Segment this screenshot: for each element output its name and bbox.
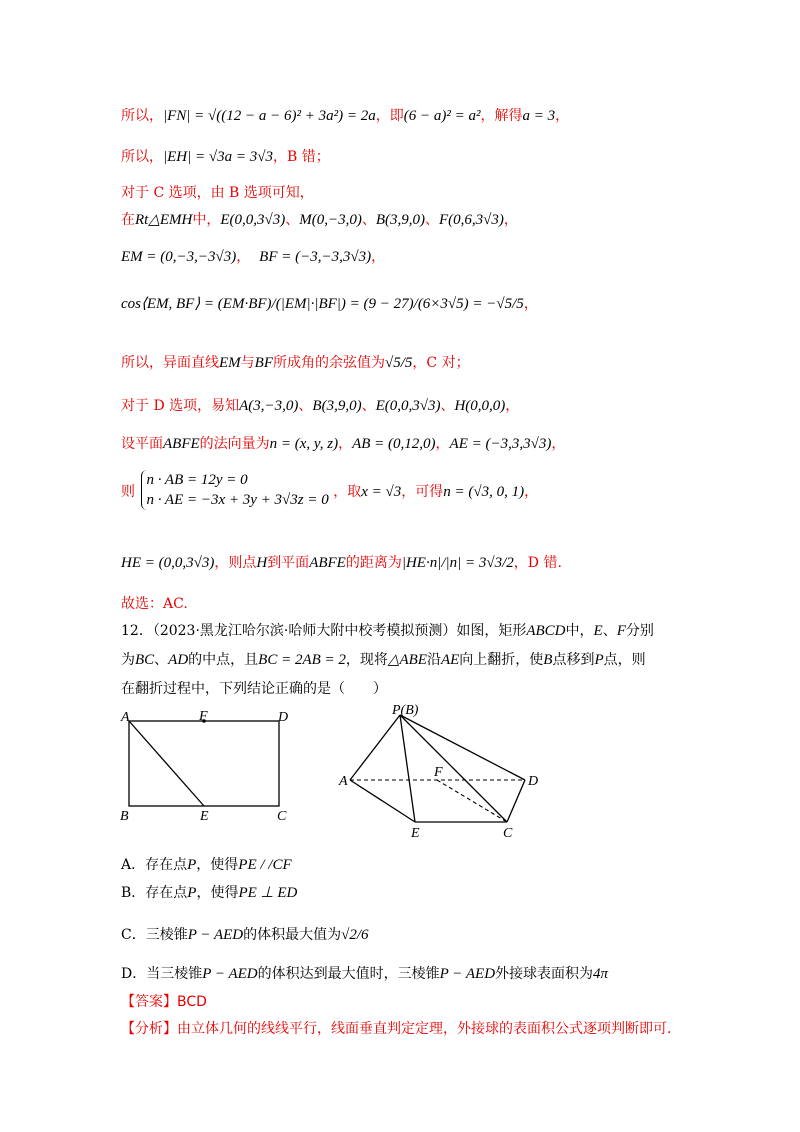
text: 所以， <box>121 108 163 124</box>
text: ， <box>524 484 539 500</box>
text: 点移到 <box>552 652 595 668</box>
formula: √5/5 <box>385 355 413 371</box>
answer-value: BCD <box>177 994 207 1010</box>
formula: P − AED <box>202 966 258 982</box>
solution-line-8 <box>121 396 519 416</box>
formula: BC <box>135 652 155 668</box>
edge-pd <box>400 715 525 780</box>
formula: n = (x, y, z) <box>269 436 339 452</box>
formula: n = (√3, 0, 1) <box>443 484 525 500</box>
analysis-line <box>121 1019 671 1039</box>
formula: △ABE <box>387 652 427 668</box>
text: 为 <box>121 652 135 668</box>
text: ， <box>523 296 538 312</box>
text: 、 <box>298 398 313 414</box>
edge-pc <box>400 715 507 822</box>
formula: AE = (−3,3,3√3) <box>449 436 552 452</box>
question-line-1 <box>121 621 654 641</box>
equation: n · AE = −3x + 3y + 3√3z = 0 <box>146 492 329 508</box>
formula: M(0,−3,0) <box>299 212 362 228</box>
formula: AD <box>168 652 189 668</box>
formula: Rt△EMH <box>135 212 193 228</box>
formula: E <box>593 623 603 639</box>
label-p: P(B) <box>392 703 419 718</box>
text: ，D 错. <box>513 555 562 571</box>
solution-line-4 <box>121 210 518 230</box>
text: ，可得 <box>401 484 444 500</box>
text: 到平面 <box>267 555 310 571</box>
text: ，B 错； <box>272 149 330 165</box>
label-a: A <box>339 774 348 789</box>
option-a <box>121 855 292 875</box>
formula: ABFE <box>163 436 200 452</box>
formula: √2/6 <box>341 927 369 943</box>
formula: PE / /CF <box>238 857 292 873</box>
text: ，则点 <box>214 555 257 571</box>
solution-line-6 <box>121 294 538 314</box>
text: 的体积最大值为 <box>243 927 342 943</box>
formula: EM = (0,−3,−3√3) <box>121 249 237 265</box>
formula: P − AED <box>187 927 244 943</box>
text: 分别 <box>625 623 654 639</box>
text: 对于 D 选项，易知 <box>121 398 240 414</box>
edge-pe <box>400 715 415 822</box>
text: 、 <box>285 212 300 228</box>
label-d: D <box>528 774 539 789</box>
solution-line-9 <box>121 434 565 454</box>
text: ， <box>555 108 570 124</box>
text: 的中点，且 <box>188 652 259 668</box>
formula: A(3,−3,0) <box>239 398 299 414</box>
option-b <box>121 883 297 903</box>
formula-eh: |EH| = √3a = 3√3 <box>163 149 273 165</box>
formula: H <box>256 555 268 571</box>
solution-line-7 <box>121 353 470 373</box>
formula: B(3,9,0) <box>312 398 362 414</box>
formula: B <box>543 652 553 668</box>
edge-ae <box>350 780 415 822</box>
formula: HE = (0,0,3√3) <box>121 555 215 571</box>
text: C．三棱锥 <box>121 927 188 943</box>
text: D．当三棱锥 <box>121 966 203 982</box>
edge-cd <box>507 780 525 822</box>
text: 的法向量为 <box>199 436 270 452</box>
text: 的体积达到最大值时，三棱锥 <box>257 966 440 982</box>
question-line-3: 在翻折过程中，下列结论正确的是（ ） <box>121 681 387 697</box>
formula-fn: |FN| = √((12 − a − 6)² + 3a²) = 2a <box>163 108 376 124</box>
formula: BF <box>254 355 273 371</box>
solution-conclusion: 故选：AC. <box>121 596 188 612</box>
label-f: F <box>199 709 208 724</box>
text: 、 <box>361 212 376 228</box>
formula: AE <box>440 652 460 668</box>
answer-line <box>121 992 207 1012</box>
equation-system <box>141 470 328 510</box>
text: ， <box>371 249 386 265</box>
text: 、 <box>425 212 440 228</box>
text: 点，则 <box>603 652 646 668</box>
label-c: C <box>277 809 287 824</box>
text: ，即 <box>375 108 404 124</box>
formula: H(0,0,0) <box>454 398 506 414</box>
formula: E(0,0,3√3) <box>220 212 286 228</box>
text: 与 <box>240 355 255 371</box>
rectangle-figure <box>115 708 305 828</box>
text: ，现将 <box>345 652 388 668</box>
text: 设平面 <box>121 436 163 452</box>
label-a: A <box>121 710 130 725</box>
segment-ae <box>129 721 204 806</box>
text: ， <box>505 398 520 414</box>
solution-line-5 <box>121 247 385 267</box>
equation: n · AB = 12y = 0 <box>146 472 248 488</box>
label-d: D <box>278 710 289 725</box>
text: ，解得 <box>480 108 523 124</box>
formula: F <box>616 623 626 639</box>
text: 向上翻折，使 <box>459 652 544 668</box>
formula: ABCD <box>526 623 566 639</box>
text: ，使得 <box>196 857 239 873</box>
text: ，取 <box>333 484 362 500</box>
text: 中， <box>192 212 221 228</box>
option-d <box>121 964 608 984</box>
text: 则 <box>121 484 135 500</box>
formula: EM <box>219 355 241 371</box>
formula: P <box>187 885 197 901</box>
formula: AB = (0,12,0) <box>352 436 436 452</box>
formula: P <box>594 652 604 668</box>
formula: E(0,0,3√3) <box>375 398 441 414</box>
formula: |HE·n|/|n| = 3√3/2 <box>401 555 514 571</box>
solution-line-1 <box>121 106 569 126</box>
label-c: C <box>503 826 513 840</box>
formula: P − AED <box>439 966 496 982</box>
text: ， <box>503 212 518 228</box>
label-e: E <box>411 826 420 840</box>
text: 、 <box>602 623 617 639</box>
formula: BF = (−3,−3,3√3) <box>259 249 372 265</box>
formula: F(0,6,3√3) <box>439 212 504 228</box>
label-f: F <box>434 765 443 780</box>
analysis-text: 由立体几何的线线平行，线面垂直判定定理，外接球的表面积公式逐项判断即可. <box>177 1021 672 1037</box>
solution-line-2 <box>121 147 330 167</box>
text: 所成角的余弦值为 <box>273 355 385 371</box>
text: 、 <box>440 398 455 414</box>
text: 所以，异面直线 <box>121 355 219 371</box>
solution-line-11 <box>121 553 562 573</box>
text: 的距离为 <box>345 555 402 571</box>
text: ， <box>551 436 566 452</box>
label-b: B <box>120 809 129 824</box>
text: 外接球表面积为 <box>495 966 594 982</box>
text: 沿 <box>426 652 441 668</box>
formula: ABFE <box>309 555 346 571</box>
formula-cos: cos⟨EM, BF⟩ = (EM·BF)/(|EM|·|BF|) = (9 − 27)/(6×3√5) = −√5/5 <box>121 296 524 312</box>
text: B．存在点 <box>121 885 188 901</box>
text: ， <box>435 436 450 452</box>
formula: (6 − a)² = a² <box>403 108 481 124</box>
text: 中， <box>565 623 594 639</box>
text: A．存在点 <box>121 857 188 873</box>
answer-label: 【答案】 <box>121 994 177 1010</box>
formula: P <box>187 857 197 873</box>
text: 、 <box>154 652 169 668</box>
text: ， <box>338 436 353 452</box>
formula: BC = 2AB = 2 <box>258 652 346 668</box>
question-line-2 <box>121 650 646 670</box>
formula: 4π <box>593 966 609 982</box>
formula: a = 3 <box>522 108 556 124</box>
label-e: E <box>200 809 209 824</box>
text: 所以， <box>121 149 163 165</box>
solution-line-3: 对于 C 选项，由 B 选项可知， <box>121 185 314 201</box>
text: 、 <box>361 398 376 414</box>
pyramid-figure <box>335 700 550 840</box>
formula: x = √3 <box>361 484 402 500</box>
edge-pa <box>350 715 400 780</box>
formula: PE ⊥ ED <box>238 885 298 901</box>
text: ，使得 <box>196 885 239 901</box>
formula: B(3,9,0) <box>375 212 426 228</box>
text: 12．（2023·黑龙江哈尔滨·哈师大附中校考模拟预测）如图，矩形 <box>121 623 527 639</box>
rectangle-abcd <box>129 721 279 806</box>
text: 在 <box>121 212 135 228</box>
option-c <box>121 925 369 945</box>
text: ，C 对； <box>412 355 470 371</box>
analysis-label: 【分析】 <box>121 1021 177 1037</box>
solution-line-10 <box>121 470 538 514</box>
text: ， <box>236 249 251 265</box>
